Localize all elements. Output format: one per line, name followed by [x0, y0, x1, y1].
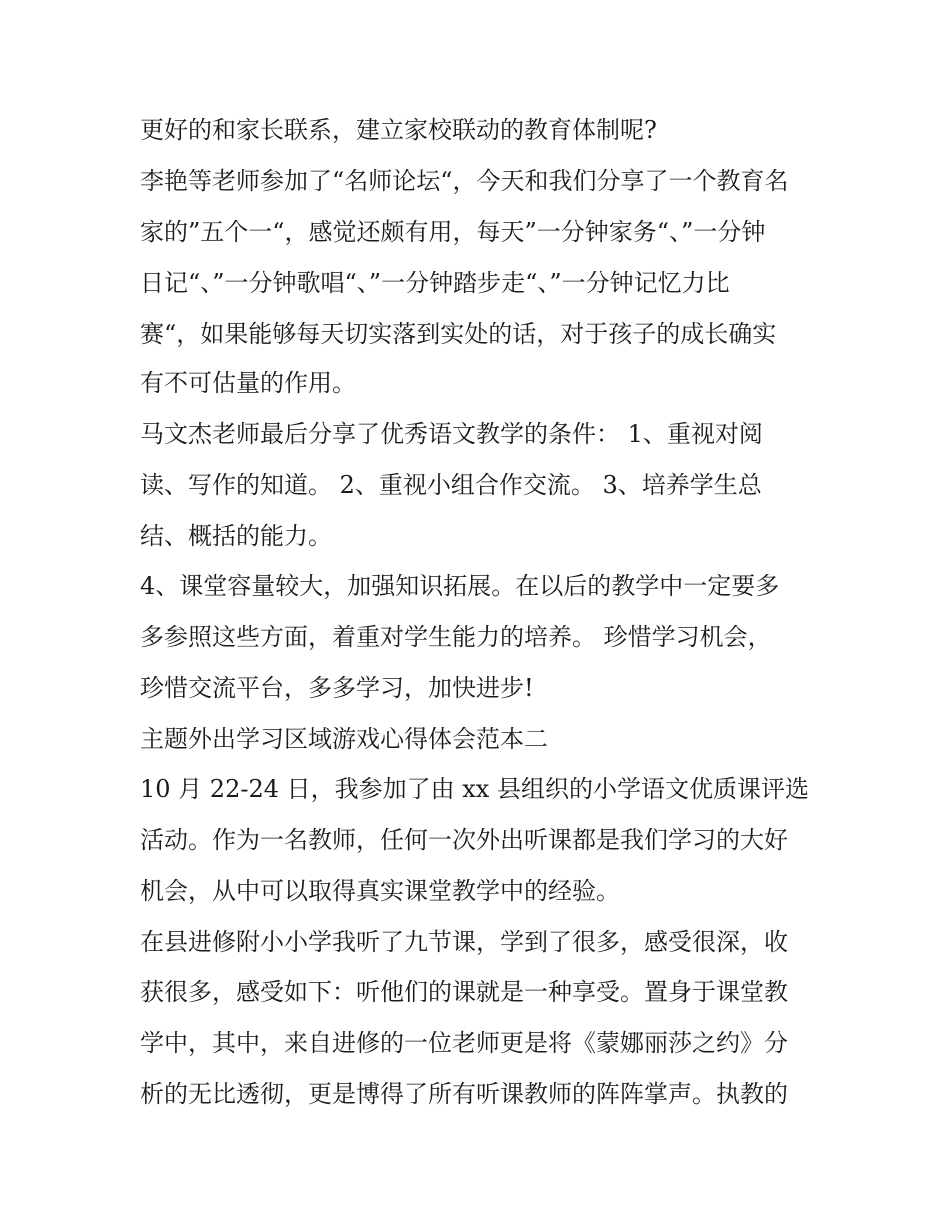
- text-line: 有不可估量的作用。: [140, 369, 356, 397]
- text-line: 在县进修附小小学我听了九节课，学到了很多，感受很深，收: [140, 928, 788, 956]
- text-line: 机会，从中可以取得真实课堂教学中的经验。: [140, 877, 620, 905]
- text-line: 家的”五个一“，感觉还颇有用，每天”一分钟家务“、”一分钟: [140, 218, 766, 246]
- text-line: 活动。作为一名教师，任何一次外出听课都是我们学习的大好: [140, 826, 788, 854]
- text-line: 结、概括的能力。: [140, 522, 332, 550]
- text-line: 李艳等老师参加了“名师论坛“，今天和我们分享了一个教育名: [140, 167, 789, 195]
- text-line: 读、写作的知道。 2、重视小组合作交流。 3、培养学生总: [140, 471, 762, 499]
- text-line: 珍惜交流平台，多多学习，加快进步!: [140, 674, 534, 702]
- text-line: 日记“、”一分钟歌唱“、”一分钟踏步走“、”一分钟记忆力比: [140, 269, 730, 297]
- text-line: 4、课堂容量较大，加强知识拓展。在以后的教学中一定要多: [140, 572, 780, 600]
- text-line: 析的无比透彻，更是博得了所有听课教师的阵阵掌声。执教的: [140, 1080, 788, 1108]
- section-heading: 主题外出学习区域游戏心得体会范本二: [140, 725, 548, 753]
- text-line: 学中，其中，来自进修的一位老师更是将《蒙娜丽莎之约》分: [140, 1029, 788, 1057]
- text-line: 马文杰老师最后分享了优秀语文教学的条件： 1、重视对阅: [140, 420, 763, 448]
- text-line: 获很多，感受如下：听他们的课就是一种享受。置身于课堂教: [140, 978, 788, 1006]
- text-line: 赛“，如果能够每天切实落到实处的话，对于孩子的成长确实: [140, 320, 777, 348]
- text-line: 10 月 22-24 日，我参加了由 xx 县组织的小学语文优质课评选: [140, 775, 809, 803]
- text-line: 更好的和家长联系，建立家校联动的教育体制呢?: [140, 116, 657, 144]
- text-line: 多参照这些方面，着重对学生能力的培养。 珍惜学习机会，: [140, 623, 772, 651]
